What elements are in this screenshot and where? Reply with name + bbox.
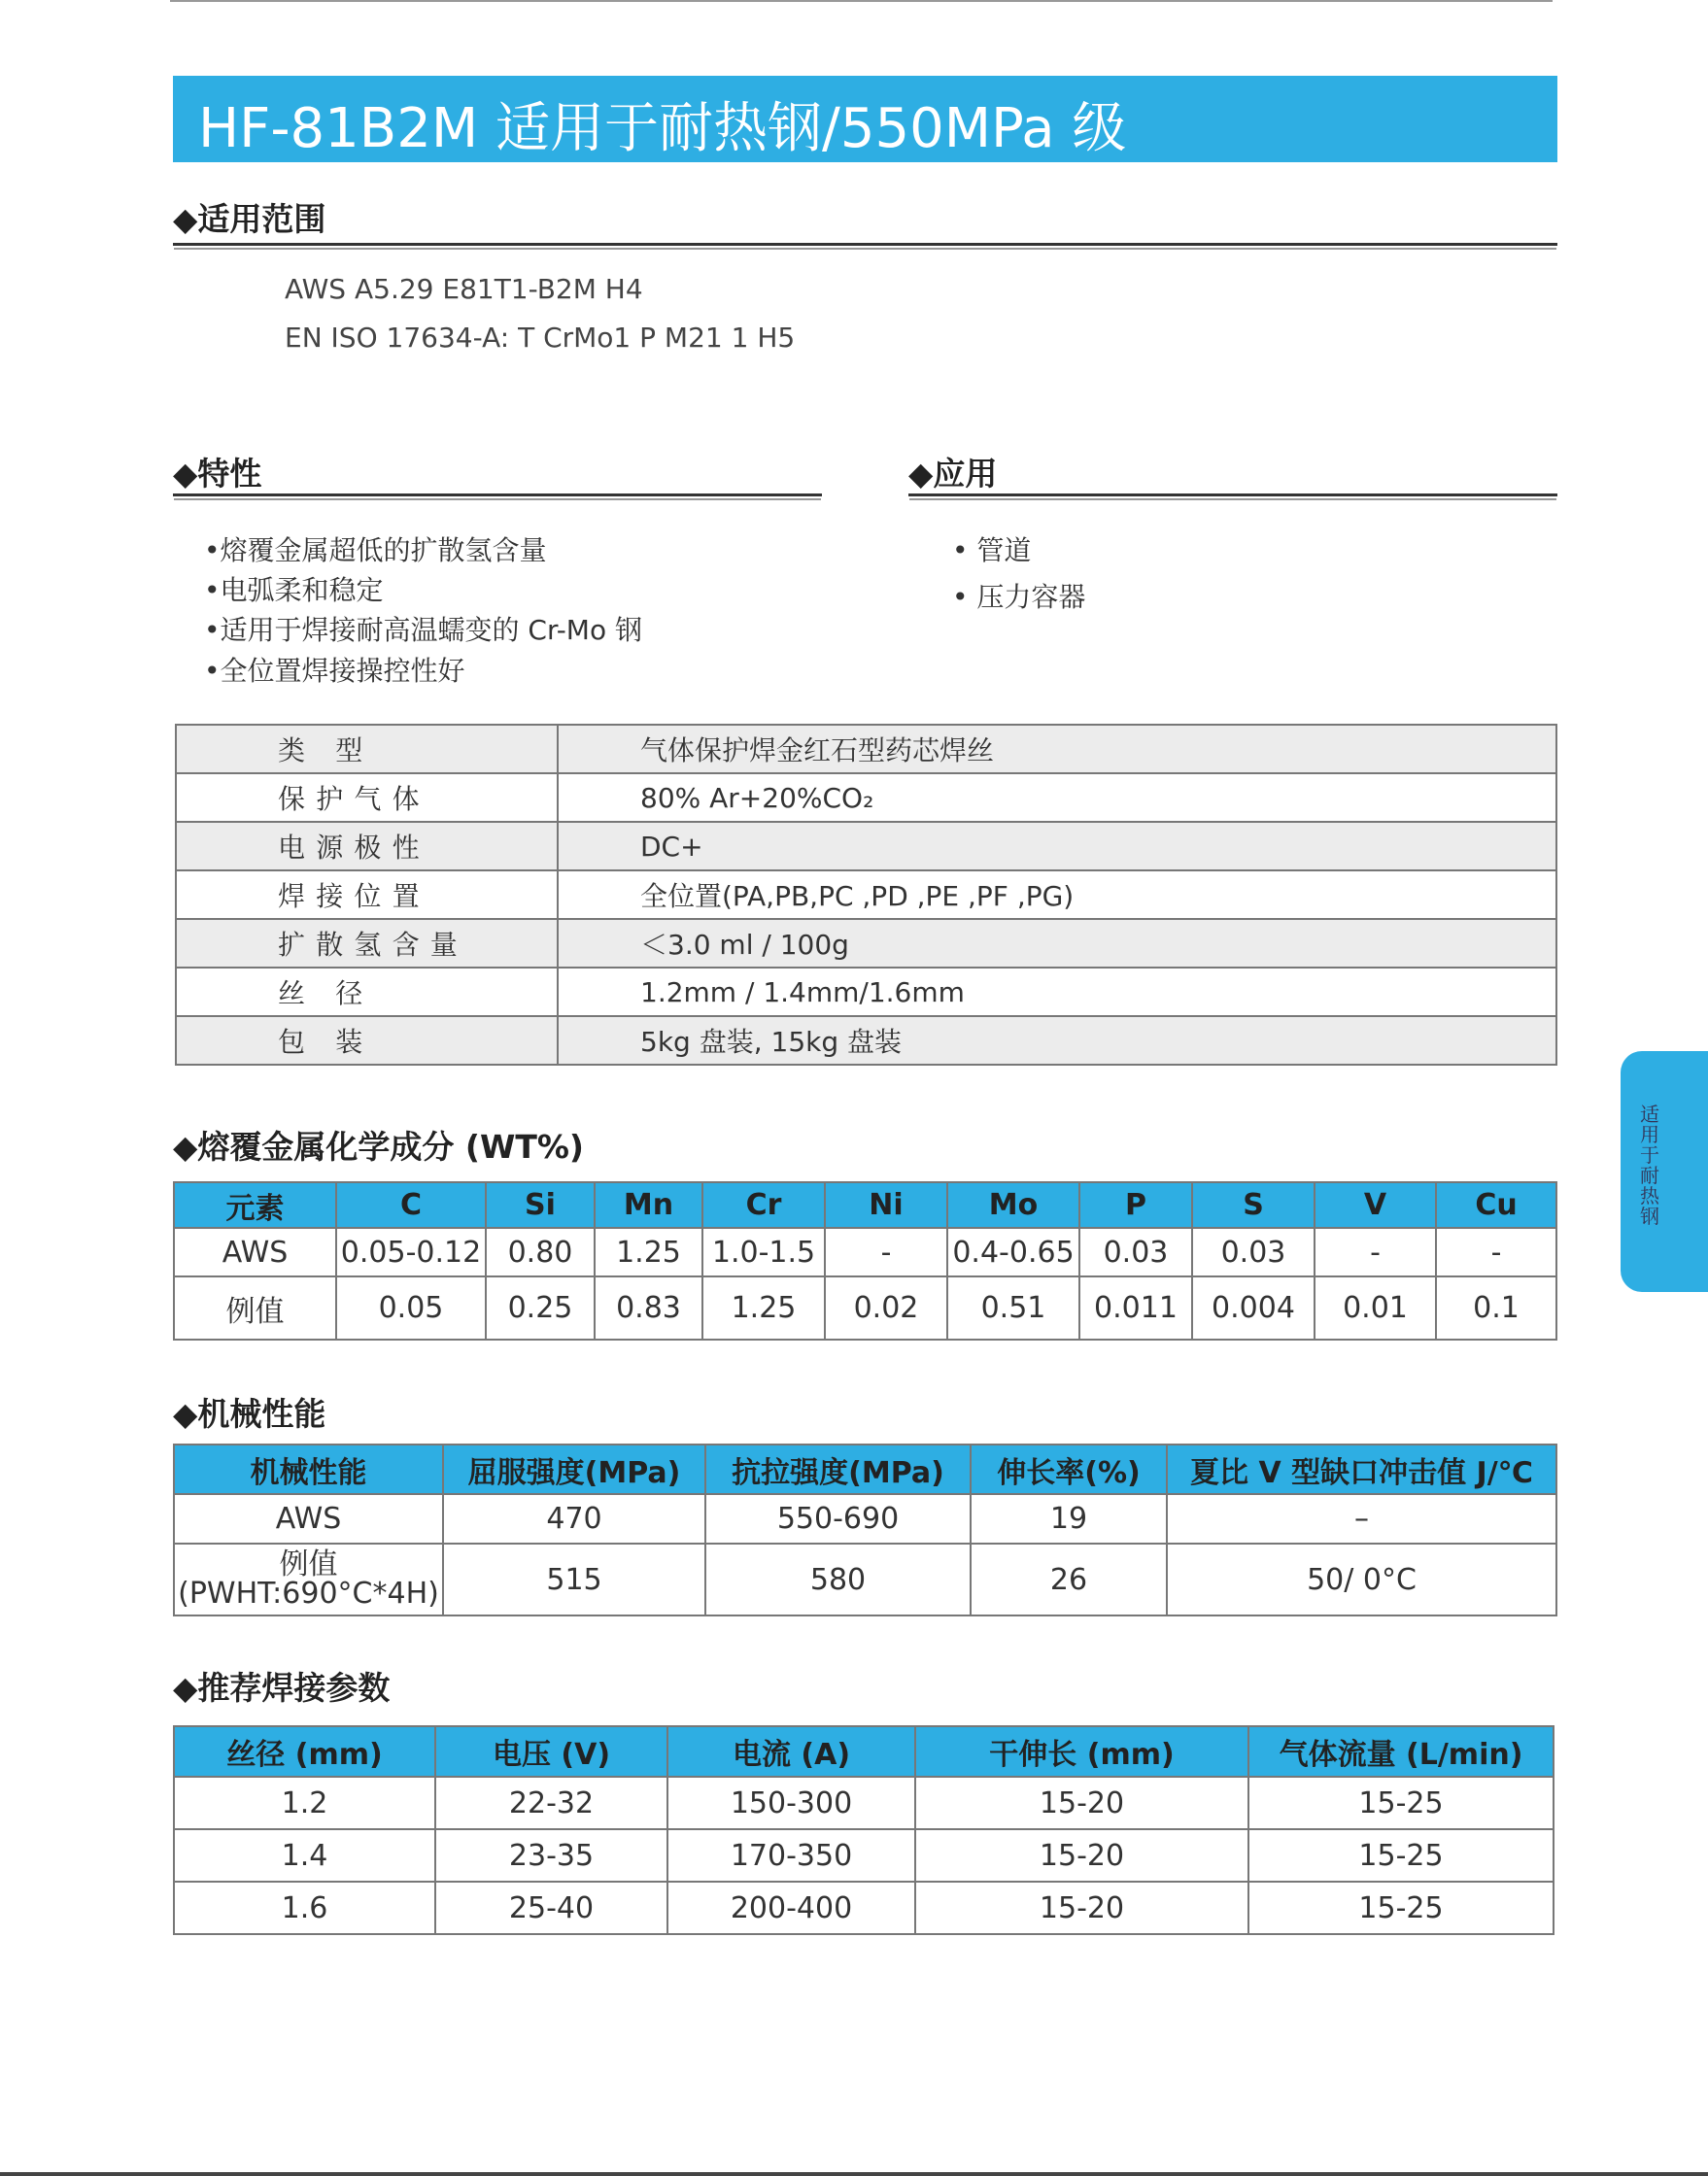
table-cell: 550-690 [705,1494,971,1544]
spec-row [176,773,1556,822]
application-item: • 压力容器 [952,581,1086,613]
column-header: 机械性能 [174,1445,443,1494]
table-cell: 150-300 [667,1777,915,1829]
table-cell: 515 [443,1544,705,1615]
column-header: Cu [1436,1182,1556,1228]
column-header: Mn [595,1182,702,1228]
weld-heading: ◆推荐焊接参数 [173,1669,391,1707]
spec-value: 气体保护焊金红石型药芯焊丝 [558,725,1556,773]
spec-row [176,968,1556,1016]
spec-label: 类 型 [176,725,558,773]
table-cell: 0.05-0.12 [336,1228,486,1276]
spec-row [176,1016,1556,1065]
column-header: 屈服强度(MPa) [443,1445,705,1494]
table-cell: 25-40 [435,1882,667,1934]
spec-label: 扩散氢含量 [176,919,558,968]
table-cell: 例值 (PWHT:690°C*4H) [174,1544,443,1615]
column-header: 电流 (A) [667,1726,915,1777]
spec-value: 全位置(PA,PB,PC ,PD ,PE ,PF ,PG) [558,870,1556,919]
table-cell: 1.6 [174,1882,435,1934]
column-header: 气体流量 (L/min) [1248,1726,1554,1777]
feature-item: •电弧柔和稳定 [204,574,384,606]
table-row [174,1544,1556,1615]
table-cell: 470 [443,1494,705,1544]
table-cell: - [1315,1228,1436,1276]
table-cell: 0.80 [486,1228,595,1276]
table-cell: 1.4 [174,1829,435,1882]
title-bar [173,76,1557,162]
top-divider [170,0,1553,2]
spec-label: 电源极性 [176,822,558,870]
column-header: C [336,1182,486,1228]
table-cell: 0.01 [1315,1276,1436,1340]
table-cell: 1.25 [702,1276,825,1340]
table-row [174,1228,1556,1276]
table-cell: - [825,1228,947,1276]
mech-table [173,1444,1557,1616]
feature-item: •适用于焊接耐高温蠕变的 Cr-Mo 钢 [204,614,642,646]
table-cell: - [1436,1228,1556,1276]
column-header: P [1079,1182,1192,1228]
table-cell: 1.2 [174,1777,435,1829]
table-cell: 170-350 [667,1829,915,1882]
table-cell: 1.0-1.5 [702,1228,825,1276]
application-item: • 管道 [952,534,1032,566]
table-cell: 0.02 [825,1276,947,1340]
spec-row [176,725,1556,773]
table-cell: 0.25 [486,1276,595,1340]
bottom-divider [0,2172,1708,2176]
feature-item: •熔覆金属超低的扩散氢含量 [204,534,547,566]
table-cell: 0.011 [1079,1276,1192,1340]
standard-en-iso: EN ISO 17634-A: T CrMo1 P M21 1 H5 [285,322,796,354]
column-header: 夏比 V 型缺口冲击值 J/℃ [1167,1445,1556,1494]
features-heading: ◆特性 [173,455,262,493]
table-cell: 200-400 [667,1882,915,1934]
spec-value: DC+ [558,822,1556,870]
spec-row [176,919,1556,968]
spec-row [176,870,1556,919]
table-cell: 0.51 [947,1276,1079,1340]
column-header: Mo [947,1182,1079,1228]
table-cell: 23-35 [435,1829,667,1882]
table-cell: 19 [971,1494,1167,1544]
spec-value: 5kg 盘装, 15kg 盘装 [558,1016,1556,1065]
table-cell: 15-20 [915,1777,1248,1829]
column-header: S [1192,1182,1315,1228]
scope-heading: ◆适用范围 [173,200,326,238]
table-cell: 0.05 [336,1276,486,1340]
column-header: Cr [702,1182,825,1228]
table-cell: 0.004 [1192,1276,1315,1340]
table-cell: AWS [174,1494,443,1544]
column-header: 元素 [174,1182,336,1228]
table-cell: 1.25 [595,1228,702,1276]
column-header: Ni [825,1182,947,1228]
table-cell: 15-25 [1248,1829,1554,1882]
spec-value: ＜3.0 ml / 100g [558,919,1556,968]
table-cell: 0.1 [1436,1276,1556,1340]
side-tab-label: 适用于耐热钢 [1640,1103,1659,1228]
table-cell: 15-20 [915,1829,1248,1882]
page-title: HF-81B2M 适用于耐热钢/550MPa 级 [198,97,1127,160]
table-row [174,1829,1554,1882]
chem-table [173,1181,1557,1341]
spec-label: 包 装 [176,1016,558,1065]
table-cell: 15-25 [1248,1882,1554,1934]
table-cell: AWS [174,1228,336,1276]
column-header: 丝径 (mm) [174,1726,435,1777]
table-cell: 50/ 0°C [1167,1544,1556,1615]
table-row [174,1276,1556,1340]
spec-value: 1.2mm / 1.4mm/1.6mm [558,968,1556,1016]
applications-heading: ◆应用 [908,455,998,493]
spec-label: 保护气体 [176,773,558,822]
table-cell: 26 [971,1544,1167,1615]
table-row [174,1882,1554,1934]
standard-aws: AWS A5.29 E81T1-B2M H4 [285,273,643,305]
table-cell: 580 [705,1544,971,1615]
feature-item: •全位置焊接操控性好 [204,655,465,687]
table-cell: 15-25 [1248,1777,1554,1829]
table-cell: 0.03 [1192,1228,1315,1276]
divider [173,243,1557,247]
spec-label: 焊接位置 [176,870,558,919]
divider [908,493,1557,497]
table-cell: 15-20 [915,1882,1248,1934]
table-cell: – [1167,1494,1556,1544]
table-row [174,1777,1554,1829]
mech-heading: ◆机械性能 [173,1395,326,1433]
column-header: V [1315,1182,1436,1228]
spec-row [176,822,1556,870]
chem-heading: ◆熔覆金属化学成分 (WT%) [173,1128,585,1166]
column-header: Si [486,1182,595,1228]
column-header: 伸长率(%) [971,1445,1167,1494]
divider [173,493,822,497]
column-header: 抗拉强度(MPa) [705,1445,971,1494]
spec-table [175,724,1557,1066]
weld-params-table [173,1725,1554,1935]
side-tab[interactable] [1621,1051,1708,1292]
spec-label: 丝 径 [176,968,558,1016]
table-cell: 0.4-0.65 [947,1228,1079,1276]
table-cell: 22-32 [435,1777,667,1829]
table-cell: 0.03 [1079,1228,1192,1276]
table-cell: 例值 [174,1276,336,1340]
column-header: 干伸长 (mm) [915,1726,1248,1777]
table-cell: 0.83 [595,1276,702,1340]
table-row [174,1494,1556,1544]
spec-value: 80% Ar+20%CO₂ [558,773,1556,822]
column-header: 电压 (V) [435,1726,667,1777]
